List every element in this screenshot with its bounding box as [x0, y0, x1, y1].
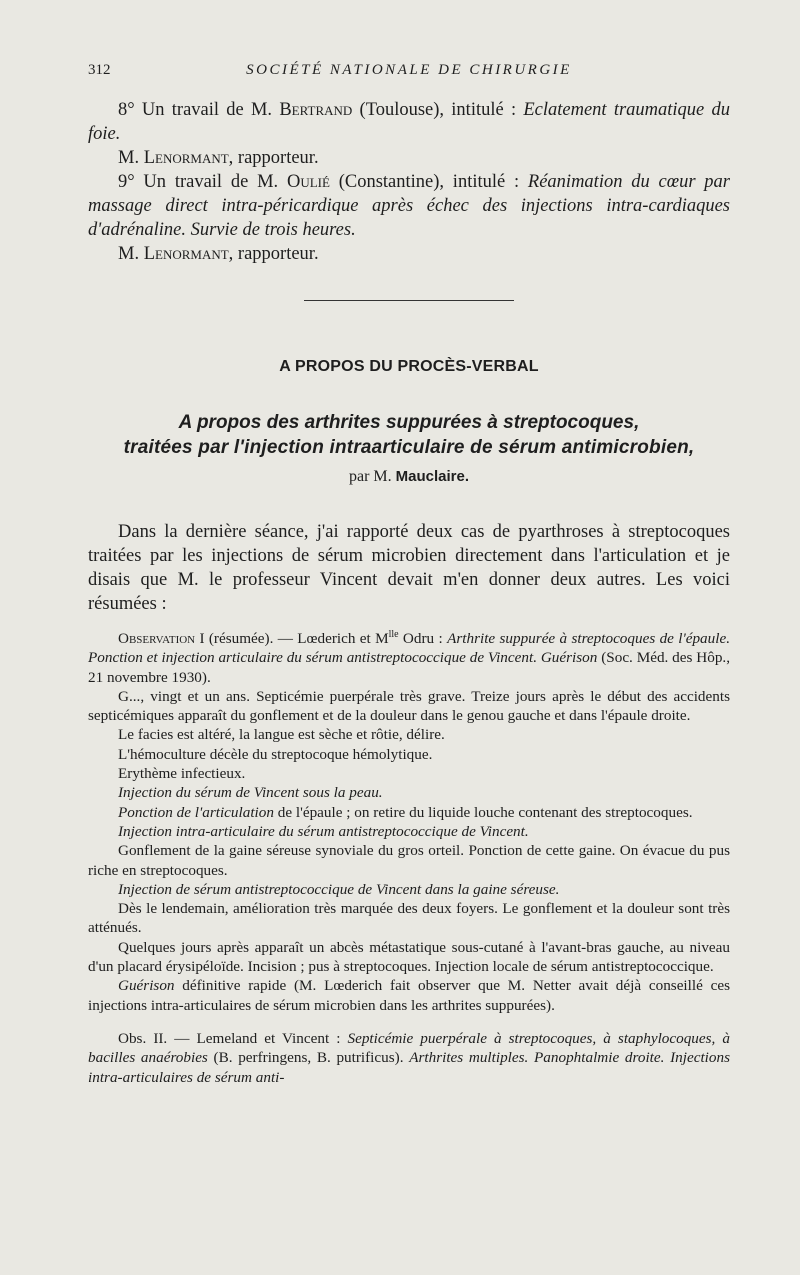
obs1-paragraph: Erythème infectieux. — [118, 765, 246, 783]
observation-2 — [88, 1029, 730, 1087]
obs1-paragraph: Ponction de l'articulation de l'épaule ; on retire du liquide louche contenant des streptocoques. — [118, 803, 693, 821]
obs1-paragraph: Quelques jours après apparaît un abcès métastatique sous-cutané à l'avant-bras gauche, au niveau d'un placard érysipéloïde. Incision ; pus à streptocoques. Injection locale de sérum antistreptococcique. — [88, 938, 730, 976]
page-header — [88, 62, 730, 84]
intro-paragraph: Dans la dernière séance, j'ai rapporté deux cas de pyarthroses à streptocoques traitées par les injections de sérum microbien directement dans l'articulation et je disais que M. le professeur Vincent devait m'en donner deux autres. Les voici résumées : — [88, 522, 730, 614]
item-8-rapporteur: M. Lenormant, rapporteur. — [118, 148, 319, 168]
article-title-line-1: A propos des arthrites suppurées à streptocoques, — [178, 412, 640, 433]
obs1-paragraph: Dès le lendemain, amélioration très marquée des deux foyers. Le gonflement et la douleur sont très atténués. — [88, 900, 730, 937]
item-9-rapporteur: M. Lenormant, rapporteur. — [118, 244, 319, 264]
obs1-paragraph: G..., vingt et un ans. Septicémie puerpérale très grave. Treize jours après le début des accidents septicémiques apparaît du gonflement et de la douleur dans le genou gauche et dans l'épaule droite. — [88, 687, 730, 725]
running-title: SOCIÉTÉ NATIONALE DE CHIRURGIE — [246, 62, 572, 78]
article-title-line-2: traitées par l'injection intraarticulaire de sérum antimicrobien, — [123, 437, 695, 458]
obs2-heading: Obs. II. — Lemeland et Vincent : Septicémie puerpérale à streptocoques, à staphylocoques, à bacilles anaérobies (B. perfringens, B. putrificus). Arthrites multiples. Panophtalmie droite. Injections intra-articulaires de sérum anti- — [88, 1029, 730, 1086]
obs1-paragraph: Injection intra-articulaire du sérum antistreptococcique de Vincent. — [118, 822, 529, 840]
obs1-paragraph: Gonflement de la gaine séreuse synoviale du gros orteil. Ponction de cette gaine. On évacue du pus riche en streptocoques. — [88, 842, 730, 879]
section-divider — [304, 300, 514, 301]
obs1-paragraph: Injection de sérum antistreptococcique de Vincent dans la gaine séreuse. — [118, 880, 560, 898]
page-body — [88, 98, 730, 1087]
item-8: 8° Un travail de M. Bertrand (Toulouse), intitulé : Eclatement traumatique du foie. — [88, 100, 731, 144]
article-title — [88, 410, 730, 460]
observation-1 — [88, 629, 730, 1015]
obs1-paragraph: Guérison définitive rapide (M. Lœderich fait observer que M. Netter avait déjà conseillé ces injections intra-articulaires de sérum microbien dans les arthrites suppurées). — [88, 977, 730, 1014]
obs1-paragraph: L'hémoculture décèle du streptocoque hémolytique. — [118, 745, 433, 763]
article-author: par M. Mauclaire. — [348, 468, 470, 485]
page-number: 312 — [88, 62, 111, 78]
section-heading: A PROPOS DU PROCÈS-VERBAL — [279, 358, 539, 375]
obs1-heading: Observation I (résumée). — Lœderich et $M^{lle}$ Odru : Arthrite suppurée à streptocoques de l'épaule. Ponction et injection articulaire du sérum antistreptococcique de Vincent. Guérison (Soc. Méd. des Hôp., 21 novembre 1930). — [88, 628, 731, 686]
item-9: 9° Un travail de M. Oulié (Constantine), intitulé : Réanimation du cœur par massage direct intra-péricardique après échec des injections intra-cardiaques d'adrénaline. Survie de trois heures. — [88, 172, 730, 240]
obs1-paragraph: Le facies est altéré, la langue est sèche et rôtie, délire. — [118, 726, 445, 744]
obs1-paragraph: Injection du sérum de Vincent sous la peau. — [118, 784, 383, 802]
